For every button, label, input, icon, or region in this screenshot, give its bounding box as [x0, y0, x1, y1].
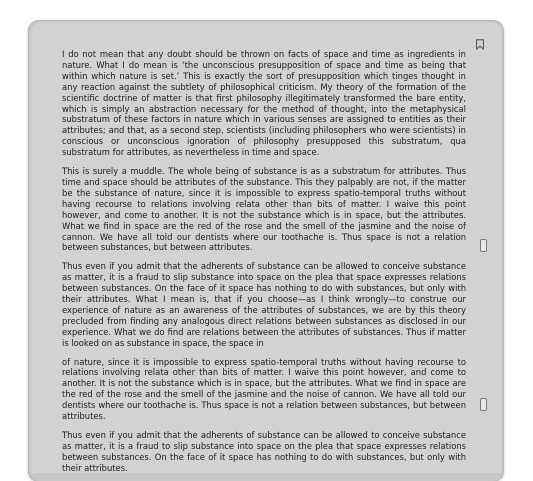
paragraph: Thus even if you admit that the adherents of substance can be allowed to conceive substance as matter, it is a fraud to slip substance into space on the plea that space expresses relations between substances. On the face of it space has nothing to do with substances, but only with their attributes. What I mean is, that if you choose—as I think wrongly—to construe our experience of nature as an awareness of the attributes of substances, we are by this theory precluded from finding any analogous direct relations between substances as disclosed in our experience. What we do find are relations between the attributes of substances. Thus if matter is looked on as substance in space, the space in	[62, 261, 466, 348]
paragraph: of nature, since it is impossible to express spatio-temporal truths without having recourse to relations involving relata other than bits of matter. I waive this point however, and come to another. It is not the substance which is in space, but the attributes. What we find in space are the red of the rose and the smell of the jasmine and the noise of cannon. We have all told our dentists where our toothache is. Thus space is not a relation between substances, but between attributes.	[62, 356, 466, 422]
paragraph: This is surely a muddle. The whole being of substance is as a substratum for attributes. Thus time and space should be attributes of the substance. This they palpably are not, if the matter be the substance of nature, since it is impossible to express spatio-temporal truths without having recourse to relations involving relata other than bits of matter. I waive this point however, and come to another. It is not the substance which is in space, but the attributes. What we find in space are the red of the rose and the smell of the jasmine and the noise of cannon. We have all told our dentists where our toothache is. Thus space is not a relation between substances, but between attributes.	[62, 166, 466, 253]
paragraph: Thus even if you admit that the adherents of substance can be allowed to conceive substance as matter, it is a fraud to slip substance into space on the plea that space expresses relations between substances. On the face of it space has nothing to do with substances, but only with their attributes.	[62, 430, 466, 473]
page-break-marker	[480, 239, 487, 252]
page-text	[62, 23, 466, 473]
reader-screen	[31, 23, 501, 473]
page-break-marker	[480, 398, 487, 411]
paragraph: I do not mean that any doubt should be thrown on facts of space and time as ingredients in nature. What I do mean is ‘the unconscious presupposition of space and time as being that within which nature is set.’ This is exactly the sort of presupposition which tinges thought in any reaction against the subtlety of philosophical criticism. My theory of the formation of the scientific doctrine of matter is that first philosophy illegitimately transformed the bare entity, which is simply an abstraction necessary for the method of thought, into the metaphysical substratum of these factors in nature which in various senses are assigned to entities as their attributes; and that, as a second step, scientists (including philosophers who were scientists) in conscious or unconscious ignoration of philosophy presupposed this substratum, qua substratum for attributes, as nevertheless in time and space.	[62, 49, 466, 158]
bookmark-icon[interactable]	[475, 39, 485, 50]
